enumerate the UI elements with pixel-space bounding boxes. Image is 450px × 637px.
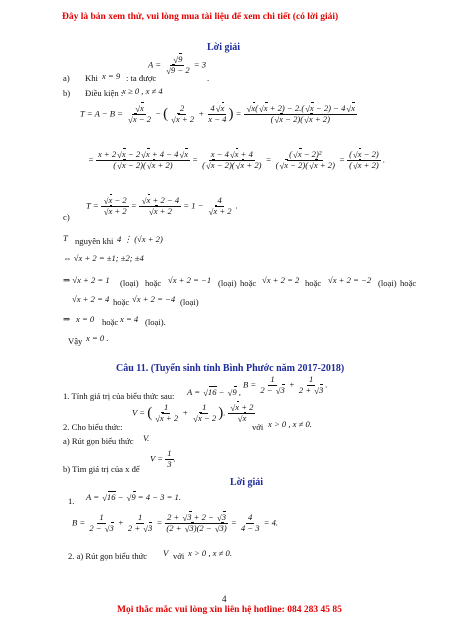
case-6-note: (loại) xyxy=(180,297,199,307)
case-1: ⇒ √x + 2 = 1 xyxy=(63,275,110,285)
part-a-label: a) xyxy=(63,73,70,83)
problem-b-text: b) Tìm giá trị của x để xyxy=(63,464,140,474)
result-1: x = 0 xyxy=(76,314,95,324)
or-1: hoặc xyxy=(145,278,162,288)
or-5: hoặc xyxy=(113,297,130,307)
preview-banner: Đây là bản xem thử, vui lòng mua tài liệu để xem chi tiết (có lời giải) xyxy=(62,12,339,22)
result-note: (loại). xyxy=(145,317,166,327)
case-3: √x + 2 = 2 xyxy=(262,275,300,285)
implication-line: ⇔ √x + 2 = ±1; ±2; ±4 xyxy=(63,253,144,263)
solution-2-item-2-text: 2. a) Rút gọn biểu thức xyxy=(68,551,148,561)
part-a-tail: : ta được xyxy=(126,73,157,83)
problem-item-1-a: A = √ 16 − √ 9 , xyxy=(187,387,241,397)
formula-a-value: A = √ 9 √ 9 − 2 = 3 xyxy=(148,55,206,76)
problem-a-text: a) Rút gọn biểu thức xyxy=(63,436,134,446)
case-1-note: (loại) xyxy=(120,278,139,288)
solution-2-heading: Lời giải xyxy=(230,477,264,488)
problem-11-heading: Câu 11. (Tuyển sinh tỉnh Bình Phước năm 2017-2018) xyxy=(116,363,345,374)
part-b-text: Điều kiện : xyxy=(85,88,124,98)
case-6: √x + 2 = −4 xyxy=(132,294,176,304)
hotline-footer: Mọi thắc mắc vui lòng xin liên hệ hotline: 084 283 45 85 xyxy=(117,605,342,615)
problem-item-2-cond: x > 0 , x ≠ 0. xyxy=(268,419,312,429)
problem-item-2-text: 2. Cho biểu thức: xyxy=(63,422,123,432)
solution-2-item-2-var: V xyxy=(163,548,169,558)
case-4: √x + 2 = −2 xyxy=(328,275,372,285)
solution-heading: Lời giải xyxy=(207,42,241,53)
part-c-label: c) xyxy=(63,212,70,222)
or-3: hoặc xyxy=(305,278,322,288)
solution-2-item-1-label: 1. xyxy=(68,496,75,506)
problem-b-eq: V = $\frac{1}{3}$ . xyxy=(150,448,176,469)
or-2: hoặc xyxy=(240,278,257,288)
solution-2-item-1-a: A = √ 16 − √ 9 = 4 − 3 = 1. xyxy=(86,492,181,502)
case-2: √x + 2 = −1 xyxy=(168,275,212,285)
conclusion-value: x = 0 . xyxy=(86,333,109,343)
problem-item-2-with: với xyxy=(252,422,264,432)
case-5: √x + 2 = 4 xyxy=(72,294,110,304)
solution-2-item-2-cond: x > 0 , x ≠ 0. xyxy=(188,548,232,558)
problem-item-1-b: B = $\frac{1}{2 - √ 3}$ + $\frac{1}{2 + √ 3}$ . xyxy=(243,375,327,396)
t-integer-text: nguyên khi xyxy=(75,236,114,246)
case-2-note: (loại) xyxy=(218,278,237,288)
part-a-text: Khi xyxy=(85,73,98,83)
or-4: hoặc xyxy=(400,278,417,288)
solution-2-item-1-b: B = $\frac{1}{2 - √ 3}$ + $\frac{1}{2 + √ 3}$ = $\frac{2 + √ 3 + 2 - √ 3}{(2 + √ 3)(2 - √ 3)}$ = $\frac{4}{4 - 3}$ = 4. xyxy=(72,513,278,534)
part-a-condition: x = 9 xyxy=(102,71,121,81)
result-or: hoặc xyxy=(102,317,119,327)
solution-2-item-2-with: với xyxy=(173,551,185,561)
result-2: x = 4 xyxy=(120,314,139,324)
part-b-condition: x ≥ 0 , x ≠ 4 xyxy=(122,86,163,96)
conclusion-label: Vậy xyxy=(68,336,83,346)
part-b-label: b) xyxy=(63,88,71,98)
result-arrow: ⇒ xyxy=(63,314,71,324)
formula-t-step1: T = A − B = √ x √ x − 2 − ( 2 √ x + 2 + $\frac{4√ x}{x - 4}$ ) = √ $\frac{x(√ x + 2) - 2.(√ x - 2) - 4√ x}{(√ x - 2)(√ x + 2)}$ xyxy=(80,104,357,125)
t-integer-var: T xyxy=(63,233,68,243)
problem-item-1-text: 1. Tính giá trị của biểu thức sau: xyxy=(63,391,175,401)
t-integer-condition: 4 ⋮ (√x + 2) xyxy=(117,234,163,244)
case-4-note: (loại) xyxy=(378,278,397,288)
part-a-end: . xyxy=(207,73,210,83)
problem-a-var: V. xyxy=(143,433,150,443)
problem-item-2-v: V = ( 1 √ x + 2 + 1 √ x − 2 ). √ x + 2 √ x xyxy=(132,403,255,424)
page-number: 4 xyxy=(222,594,227,604)
formula-t-step2: = $\frac{x + 2√ x - 2√ x + 4 - 4√ x}{(√ x - 2)(√ x + 2)}$ = $\frac{x - 4√ x + 4}{(√ x - 2)(√ x + 2)}$ = $\frac{\text{(√ x − 2)²}}{(√ x - 2)(√ x + 2)}$ = $\frac{(√ x - 2)}{(√ x + 2)}$ . xyxy=(88,150,385,171)
formula-t-step3: T = √ x − 2 √ x + 2 = √ x + 2 − 4 √ x + 2 = 1 − 4 √ x + 2 . xyxy=(86,196,238,217)
